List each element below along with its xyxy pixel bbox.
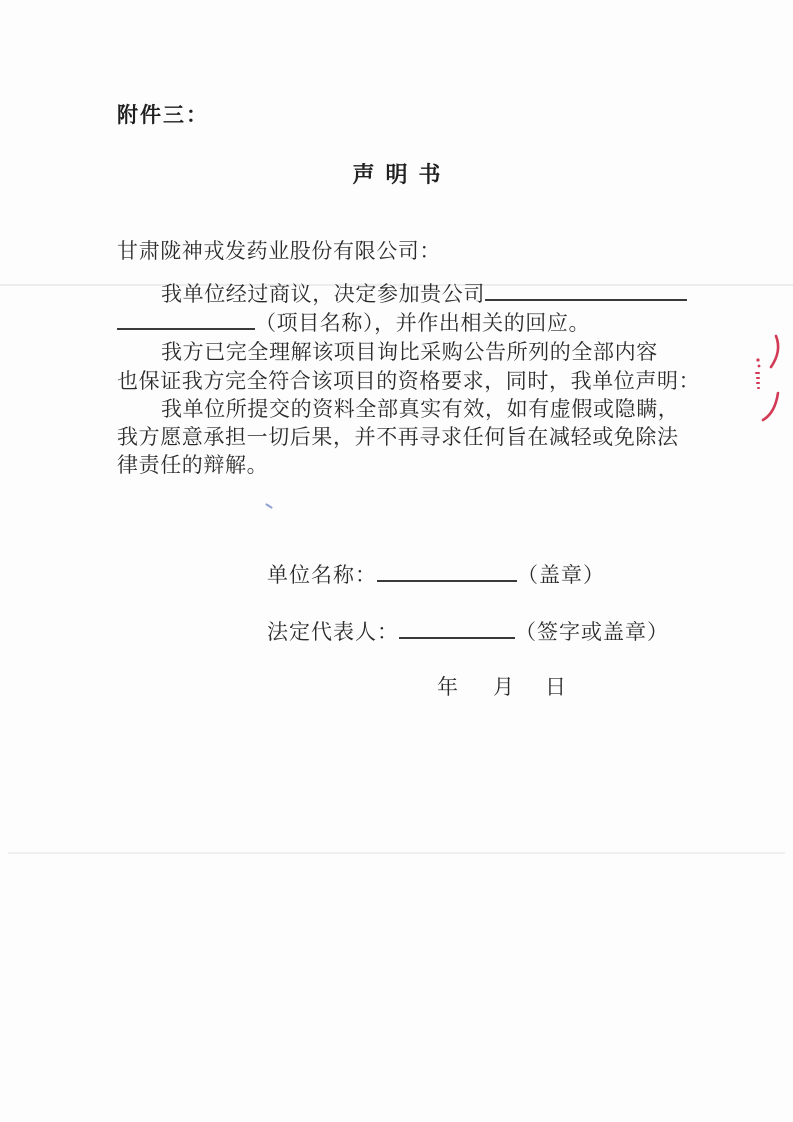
unit-seal-note: （盖章）: [517, 563, 605, 587]
unit-name-label: 单位名称：: [267, 563, 377, 587]
seal-arcs: [763, 336, 778, 420]
project-name-blank-1: [485, 297, 687, 301]
body-line-p3-3: [117, 453, 268, 477]
seal-dots: [755, 358, 760, 389]
document-title: 声明书: [352, 162, 452, 187]
red-seal-fragment-icon: [749, 331, 793, 425]
unit-name-blank: [377, 578, 517, 582]
legal-rep-label: 法定代表人：: [267, 620, 399, 644]
scan-artifact-line: [8, 852, 785, 854]
date-row: [437, 671, 567, 701]
legal-rep-blank: [399, 635, 515, 639]
month-label: 月: [493, 675, 515, 699]
body-line-p1-2: [117, 311, 590, 335]
p1-line2-text: （项目名称），并作出相关的回应。: [255, 311, 591, 335]
sign-or-seal-note: （签字或盖章）: [515, 620, 669, 644]
salutation: 甘肃陇神戎发药业股份有限公司：: [117, 239, 441, 263]
p1-line1-text: 我单位经过商议，决定参加贵公司: [161, 282, 485, 306]
body-line-p3-2: [117, 425, 679, 449]
project-name-blank-2: [117, 326, 255, 330]
body-line-p3-1: [117, 397, 679, 421]
p3-line3-text: 律责任的辩解。: [117, 453, 269, 477]
day-label: 日: [545, 675, 567, 699]
signature-unit-row: [267, 559, 605, 589]
p2-line2-text: 也保证我方完全符合该项目的资格要求，同时，我单位声明：: [117, 369, 701, 393]
p3-line2-text: 我方愿意承担一切后果，并不再寻求任何旨在减轻或免除法: [117, 425, 679, 449]
signature-rep-row: [267, 616, 669, 646]
body-line-p1-1: [117, 282, 687, 306]
attachment-label: 附件三：: [117, 104, 209, 127]
p2-line1-text: 我方已完全理解该项目询比采购公告所列的全部内容: [161, 340, 658, 364]
ink-speck: [265, 503, 273, 509]
p3-line1-text: 我单位所提交的资料全部真实有效，如有虚假或隐瞒，: [161, 397, 680, 421]
body-line-p2-1: [117, 340, 658, 364]
body-line-p2-2: [117, 369, 700, 393]
year-label: 年: [437, 675, 459, 699]
